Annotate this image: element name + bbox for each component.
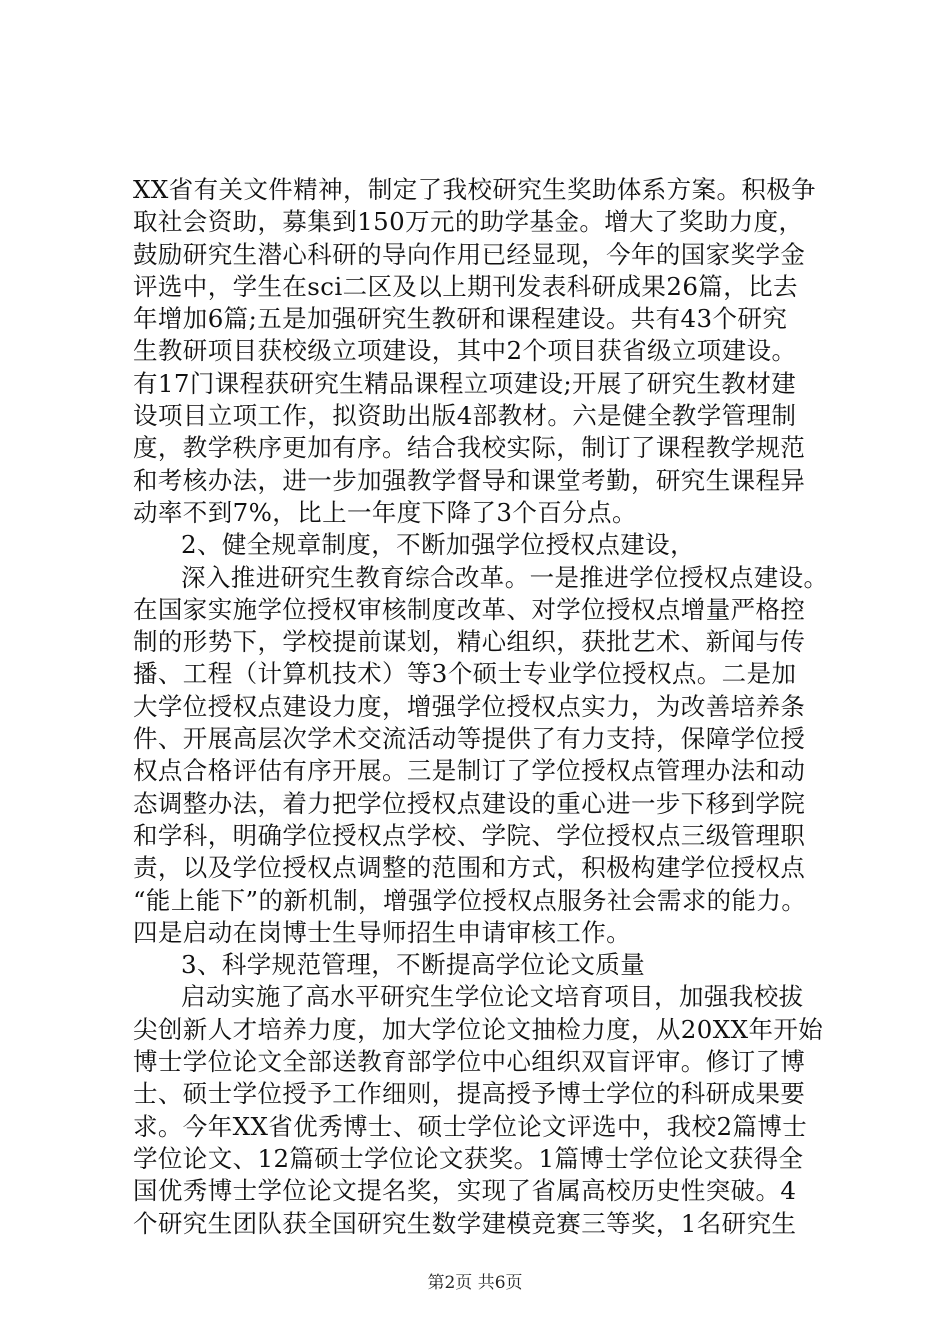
text-line: 和考核办法，进一步加强教学督导和课堂考勤，研究生课程异 bbox=[133, 465, 806, 495]
text-line: 尖创新人才培养力度，加大学位论文抽检力度，从20XX年开始 bbox=[133, 1014, 824, 1044]
text-line: 生教研项目获校级立项建设，其中2个项目获省级立项建设。 bbox=[133, 336, 797, 366]
text-line: 设项目立项工作，拟资助出版4部教材。六是健全教学管理制 bbox=[133, 401, 797, 431]
section-heading: 2、健全规章制度，不断加强学位授权点建设， bbox=[181, 530, 695, 560]
section-heading: 3、科学规范管理，不断提高学位论文质量 bbox=[181, 950, 646, 980]
text-line: 取社会资助，募集到150万元的助学基金。增大了奖助力度， bbox=[133, 207, 804, 237]
text-line: 在国家实施学位授权审核制度改革、对学位授权点增量严格控 bbox=[133, 594, 806, 624]
text-line: 个研究生团队获全国研究生数学建模竞赛三等奖，1名研究生 bbox=[133, 1208, 797, 1238]
text-line: 态调整办法，着力把学位授权点建设的重心进一步下移到学院 bbox=[133, 788, 806, 818]
text-line: 动率不到7%，比上一年度下降了3个百分点。 bbox=[133, 497, 637, 527]
text-line: 件、开展高层次学术交流活动等提供了有力支持，保障学位授 bbox=[133, 724, 806, 754]
text-line: 度，教学秩序更加有序。结合我校实际，制订了课程教学规范 bbox=[133, 433, 806, 463]
text-line: 求。今年XX省优秀博士、硕士学位论文评选中，我校2篇博士 bbox=[133, 1111, 808, 1141]
text-line: 评选中，学生在sci二区及以上期刊发表科研成果26篇，比去 bbox=[133, 271, 798, 301]
text-line: “能上能下”的新机制，增强学位授权点服务社会需求的能力。 bbox=[133, 885, 807, 915]
text-line: 大学位授权点建设力度，增强学位授权点实力，为改善培养条 bbox=[133, 691, 806, 721]
text-line: 权点合格评估有序开展。三是制订了学位授权点管理办法和动 bbox=[133, 756, 806, 786]
paragraph-first-line: 启动实施了高水平研究生学位论文培育项目，加强我校拔 bbox=[181, 982, 804, 1012]
text-line: 士、硕士学位授予工作细则，提高授予博士学位的科研成果要 bbox=[133, 1079, 806, 1109]
text-line: 学位论文、12篇硕士学位论文获奖。1篇博士学位论文获得全 bbox=[133, 1143, 804, 1173]
text-line: 年增加6篇;五是加强研究生教研和课程建设。共有43个研究 bbox=[133, 304, 788, 334]
document-body bbox=[133, 174, 833, 1240]
text-line: 责，以及学位授权点调整的范围和方式，积极构建学位授权点 bbox=[133, 853, 806, 883]
page-number-footer: 第2页 共6页 bbox=[427, 1273, 523, 1293]
text-line: 鼓励研究生潜心科研的导向作用已经显现，今年的国家奖学金 bbox=[133, 239, 806, 269]
text-line: 制的形势下，学校提前谋划，精心组织，获批艺术、新闻与传 bbox=[133, 627, 806, 657]
text-line: 和学科，明确学位授权点学校、学院、学位授权点三级管理职 bbox=[133, 820, 806, 850]
paragraph-first-line: 深入推进研究生教育综合改革。一是推进学位授权点建设。 bbox=[181, 562, 829, 592]
text-line: XX省有关文件精神，制定了我校研究生奖助体系方案。积极争 bbox=[133, 175, 817, 204]
text-line: 四是启动在岗博士生导师招生申请审核工作。 bbox=[133, 917, 631, 947]
text-line: 国优秀博士学位论文提名奖，实现了省属高校历史性突破。4 bbox=[133, 1176, 797, 1206]
text-line: 博士学位论文全部送教育部学位中心组织双盲评审。修订了博 bbox=[133, 1047, 806, 1077]
text-line: 有17门课程获研究生精品课程立项建设;开展了研究生教材建 bbox=[133, 368, 797, 398]
text-line: 播、工程（计算机技术）等3个硕士专业学位授权点。二是加 bbox=[133, 659, 797, 689]
